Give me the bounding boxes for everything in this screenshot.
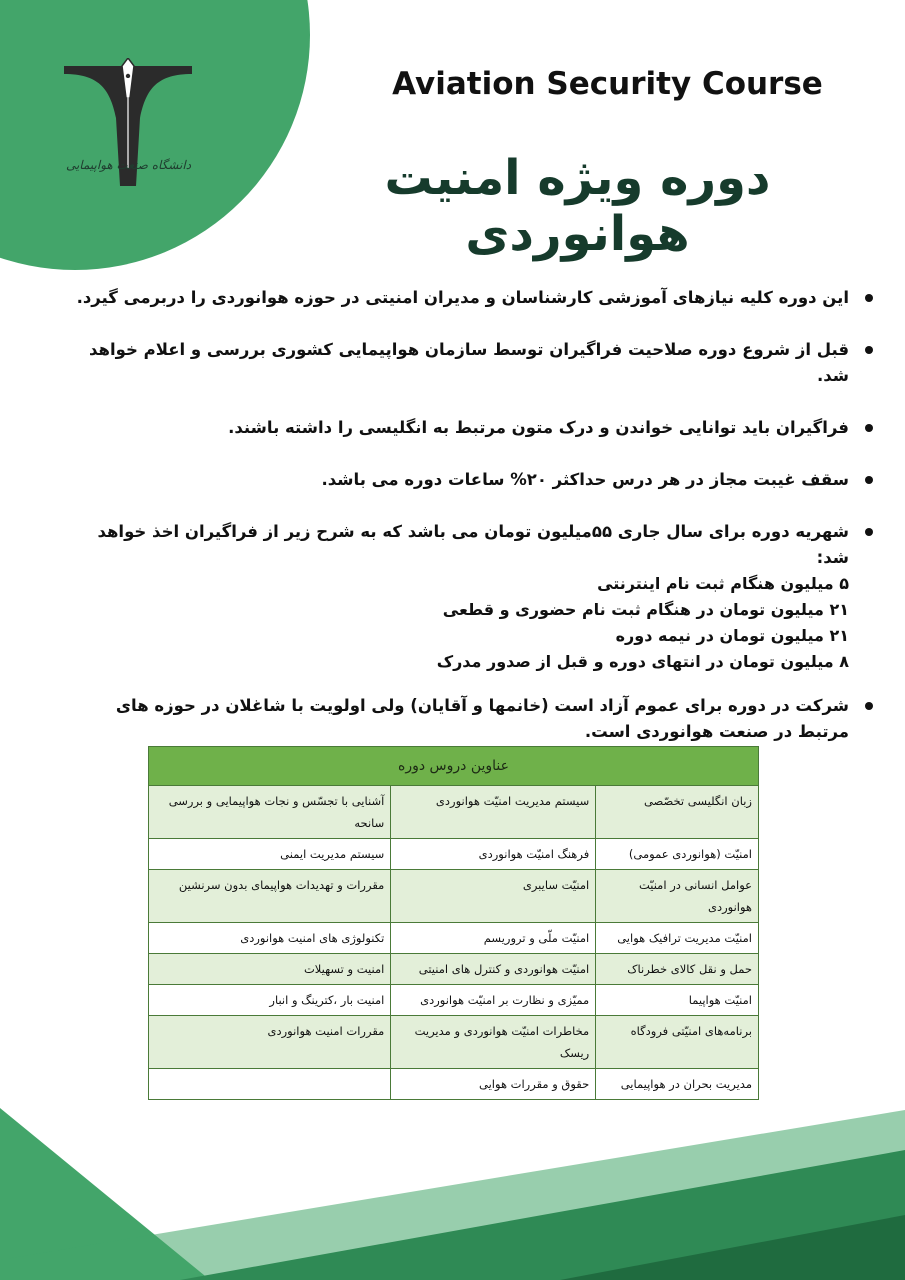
course-cell: امنیّت سایبری [391,870,596,923]
course-cell: مقررات و تهدیدات هواپیمای بدون سرنشین [149,870,391,923]
course-cell: امنیّت هواپیما [596,985,759,1016]
course-cell: امنیّت مدیریت ترافیک هوایی [596,923,759,954]
table-row [149,954,759,985]
info-bullet-list [60,285,873,771]
course-cell: امنیت و تسهیلات [149,954,391,985]
logo-caption: دانشگاه صنعت هواپیمایی [65,158,192,172]
bullet-item: سقف غیبت مجاز در هر درس حداکثر ۲۰% ساعات دوره می باشد. [60,467,849,493]
bullet-dot-icon [865,702,873,710]
course-cell: امنیّت (هوانوردی عمومی) [596,839,759,870]
table-row [149,786,759,839]
bullet-item: فراگیران باید توانایی خواندن و درک متون مرتبط به انگلیسی را داشته باشند. [60,415,849,441]
course-cell: برنامه‌های امنیّتی فرودگاه [596,1016,759,1069]
course-cell: امنیت بار ،کترینگ و انبار [149,985,391,1016]
course-cell: فرهنگ امنیّت هوانوردی [391,839,596,870]
course-titles-table [148,746,759,1100]
course-cell: مدیریت بحران در هواپیمایی [596,1069,759,1100]
fee-intro: شهریه دوره برای سال جاری ۵۵میلیون تومان می باشد که به شرح زیر از فراگیران اخذ خواهد شد: [97,522,849,567]
course-cell [149,1069,391,1100]
bullet-dot-icon [865,528,873,536]
bullet-dot-icon [865,294,873,302]
bullet-item: قبل از شروع دوره صلاحیت فراگیران توسط سازمان هواپیمایی کشوری بررسی و اعلام خواهد شد. [60,337,849,389]
course-title-english: Aviation Security Course [392,66,823,102]
table-row [149,870,759,923]
course-cell: امنیّت ملّی و تروریسم [391,923,596,954]
table-title: عناوین دروس دوره [149,747,759,786]
course-cell: تکنولوژی های امنیت هوانوردی [149,923,391,954]
course-cell: حقوق و مقررات هوایی [391,1069,596,1100]
table-row [149,1069,759,1100]
table-row [149,1016,759,1069]
course-cell: حمل و نقل کالای خطرناک [596,954,759,985]
bullet-dot-icon [865,476,873,484]
course-cell: مقررات امنیت هوانوردی [149,1016,391,1069]
fee-installment: ۵ میلیون هنگام ثبت نام اینترنتی [597,574,849,593]
course-cell: ممیّزی و نظارت بر امنیّت هوانوردی [391,985,596,1016]
bullet-dot-icon [865,346,873,354]
fee-installment: ۸ میلیون تومان در انتهای دوره و قبل از صدور مدرک [436,652,849,671]
fee-installment: ۲۱ میلیون تومان در نیمه دوره [615,626,849,645]
course-cell: مخاطرات امنیّت هوانوردی و مدیریت ریسک [391,1016,596,1069]
course-cell: سیستم مدیریت امنیّت هوانوردی [391,786,596,839]
course-cell: عوامل انسانی در امنیّت هوانوردی [596,870,759,923]
course-cell: امنیّت هوانوردی و کنترل های امنیتی [391,954,596,985]
bullet-dot-icon [865,424,873,432]
course-cell: سیستم مدیریت ایمنی [149,839,391,870]
fee-bullet-item [60,519,849,675]
fee-installments [60,571,849,675]
table-row [149,839,759,870]
bullet-item: این دوره کلیه نیازهای آموزشی کارشناسان و مدیران امنیتی در حوزه هوانوردی را دربرمی گیرد. [60,285,849,311]
fee-installment: ۲۱ میلیون تومان در هنگام ثبت نام حضوری و قطعی [442,600,849,619]
course-title-persian: دوره ویژه امنیت هوانوردی [384,150,771,262]
table-row [149,985,759,1016]
university-logo [58,58,198,198]
course-cell: زبان انگلیسی تخصّصی [596,786,759,839]
course-cell: آشنایی با تجسّس و نجات هواپیمایی و بررسی سانحه [149,786,391,839]
bullet-item: شرکت در دوره برای عموم آزاد است (خانمها و آقایان) ولی اولویت با شاغلان در حوزه های مرتبط در صنعت هوانوردی است. [60,693,849,745]
table-row [149,923,759,954]
